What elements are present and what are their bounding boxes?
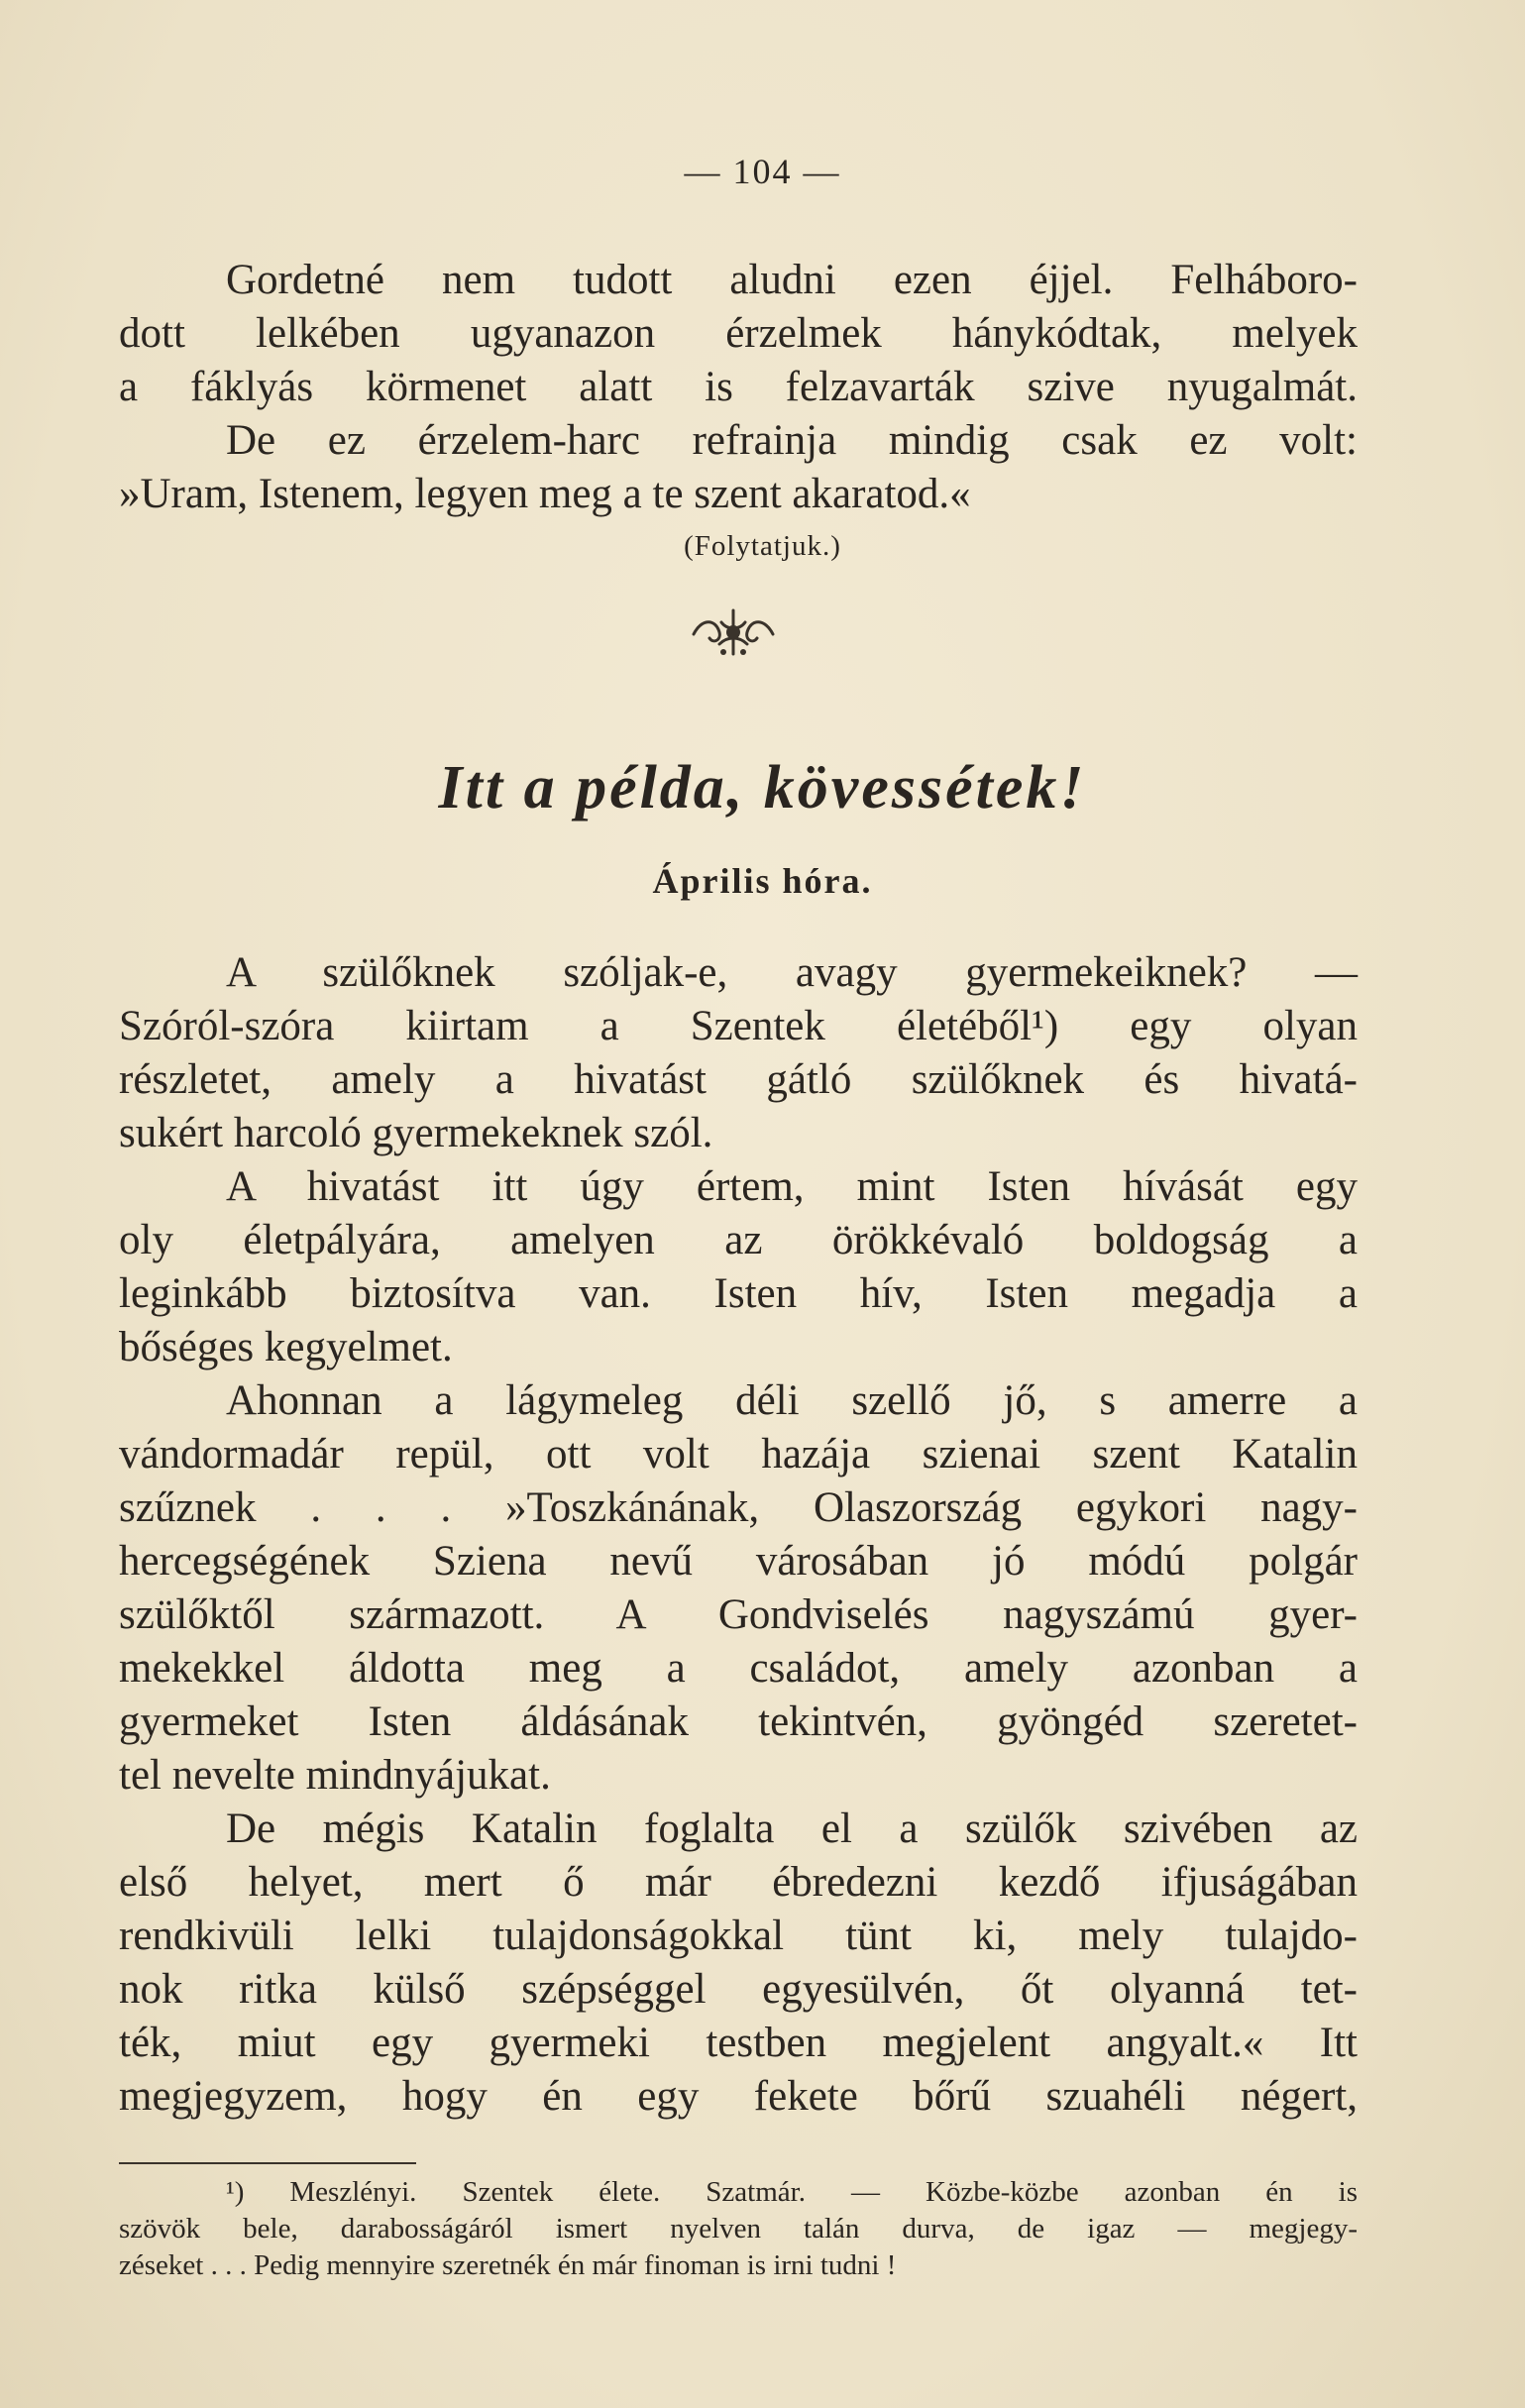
text-line: rendkivüli lelki tulajdonságokkal tünt ki, mely tulajdo-: [119, 1913, 1358, 1959]
footnote-line: szövök bele, darabosságáról ismert nyelven talán durva, de igaz — megjegy-: [119, 2213, 1358, 2244]
text-line: »Uram, Istenem, legyen meg a te szent akaratod.«: [119, 471, 971, 517]
previous-article-ending: [119, 254, 1358, 521]
text-line: első helyet, mert ő már ébredezni kezdő ifjuságában: [119, 1859, 1358, 1906]
text-line: részletet, amely a hivatást gátló szülőknek és hivatá-: [119, 1056, 1358, 1103]
article-body: [119, 946, 1358, 2124]
text-line: vándormadár repül, ott volt hazája szienai szent Katalin: [119, 1431, 1358, 1478]
text-line: Gordetné nem tudott aludni ezen éjjel. Felháboro-: [226, 257, 1358, 303]
text-line: a fáklyás körmenet alatt is felzavarták szive nyugalmát.: [119, 364, 1358, 410]
text-line: megjegyzem, hogy én egy fekete bőrű szuahéli négert,: [119, 2073, 1358, 2120]
fleuron-ornament-icon: [684, 604, 783, 660]
text-line: gyermeket Isten áldásának tekintvén, gyöngéd szeretet-: [119, 1698, 1358, 1745]
text-line: Ahonnan a lágymeleg déli szellő jő, s amerre a: [226, 1377, 1358, 1424]
text-line: oly életpályára, amelyen az örökkévaló boldogság a: [119, 1217, 1358, 1263]
footnote-line: ¹) Meszlényi. Szentek élete. Szatmár. — Közbe-közbe azonban én is: [226, 2176, 1358, 2208]
continued-label: (Folytatjuk.): [684, 530, 841, 562]
text-line: szülőktől származott. A Gondviselés nagyszámú gyer-: [119, 1591, 1358, 1638]
text-line: hercegségének Sziena nevű városában jó módú polgár: [119, 1538, 1358, 1585]
text-line: mekekkel áldotta meg a családot, amely azonban a: [119, 1645, 1358, 1692]
footnote-rule: [119, 2162, 416, 2164]
text-line: De mégis Katalin foglalta el a szülők szivében az: [226, 1806, 1358, 1852]
text-line: nok ritka külső szépséggel egyesülvén, őt olyanná tet-: [119, 1966, 1358, 2013]
page-number: — 104 —: [684, 152, 841, 191]
text-line: sukért harcoló gyermekeknek szól.: [119, 1110, 713, 1156]
text-line: ték, miut egy gyermeki testben megjelent angyalt.« Itt: [119, 2020, 1358, 2066]
text-line: bőséges kegyelmet.: [119, 1324, 453, 1370]
text-line: dott lelkében ugyanazon érzelmek hánykódtak, melyek: [119, 310, 1358, 357]
text-line: leginkább biztosítva van. Isten hív, Isten megadja a: [119, 1270, 1358, 1317]
text-line: tel nevelte mindnyájukat.: [119, 1752, 551, 1799]
text-line: Szóról-szóra kiirtam a Szentek életéből¹) egy olyan: [119, 1003, 1358, 1049]
text-line: szűznek . . . »Toszkánának, Olaszország egykori nagy-: [119, 1484, 1358, 1531]
footnote-line: zéseket . . . Pedig mennyire szeretnék én már finoman is irni tudni !: [119, 2249, 897, 2281]
text-line: De ez érzelem-harc refrainja mindig csak ez volt:: [226, 417, 1358, 464]
article-title: Itt a példa, kövessétek!: [438, 754, 1087, 821]
article-subtitle: Április hóra.: [652, 861, 873, 901]
footnotes: [119, 2174, 1358, 2284]
text-line: A szülőknek szóljak-e, avagy gyermekeiknek? —: [226, 949, 1358, 996]
text-line: A hivatást itt úgy értem, mint Isten hívását egy: [226, 1163, 1358, 1210]
